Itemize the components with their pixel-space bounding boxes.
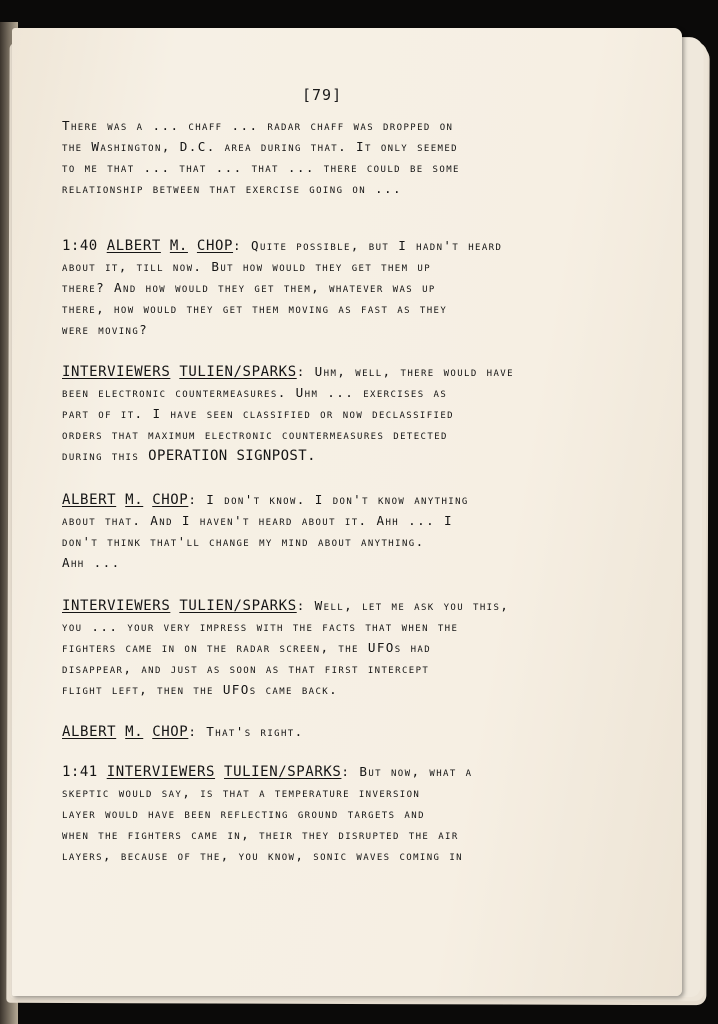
speech-text: during this bbox=[62, 448, 149, 463]
text-line: when the fighters came in, their they disrupted the air bbox=[62, 827, 459, 842]
speaker-line bbox=[62, 764, 472, 780]
speech-text: : Well, let me ask you this, bbox=[296, 598, 510, 613]
speaker-name: CHOP bbox=[152, 492, 189, 508]
speaker-name: TULIEN/SPARKS bbox=[224, 764, 342, 780]
text-line: part of it. I have seen classified or now declassified bbox=[62, 406, 454, 421]
speaker-name: M. bbox=[125, 492, 144, 508]
text-line: layer would have been reflecting ground targets and bbox=[62, 806, 425, 821]
speech-text: : That's right. bbox=[188, 724, 304, 739]
speaker-name: CHOP bbox=[196, 238, 234, 254]
operation-name: OPERATION SIGNPOST. bbox=[148, 448, 316, 464]
text-line: to me that ... that ... that ... there could be some bbox=[62, 160, 460, 175]
timestamp: 1:40 bbox=[62, 238, 98, 254]
text-line: there, how would they get them moving as fast as they bbox=[62, 301, 448, 316]
speaker-name: INTERVIEWERS bbox=[62, 364, 171, 380]
text-line: fighters came in on the radar screen, the UFOs had bbox=[62, 640, 432, 655]
text-line: There was a ... chaff ... radar chaff was dropped on bbox=[62, 118, 454, 133]
text-line: been electronic countermeasures. Uhm ... exercises as bbox=[62, 385, 448, 400]
speaker-name: ALBERT bbox=[106, 238, 161, 254]
text-line: Ahh ... bbox=[62, 555, 121, 570]
speaker-name: INTERVIEWERS bbox=[62, 598, 171, 614]
text-line: skeptic would say, is that a temperature inversion bbox=[62, 785, 421, 800]
text-line: layers, because of the, you know, sonic waves coming in bbox=[62, 848, 463, 863]
text-line: about it, till now. But how would they get them up bbox=[62, 259, 432, 274]
timestamp: 1:41 bbox=[62, 764, 98, 780]
speaker-name: ALBERT bbox=[62, 724, 117, 740]
speaker-name: CHOP bbox=[152, 724, 189, 740]
speech-text: : Uhm, well, there would have bbox=[296, 364, 514, 379]
speaker-line bbox=[62, 492, 469, 508]
text-line: don't think that'll change my mind about anything. bbox=[62, 534, 425, 549]
text-line: were moving? bbox=[62, 322, 149, 337]
speaker-name: INTERVIEWERS bbox=[106, 764, 216, 780]
speaker-line bbox=[62, 364, 514, 380]
page-number: [79] bbox=[302, 86, 343, 104]
speaker-line bbox=[62, 598, 509, 614]
text-line: you ... your very impress with the facts that when the bbox=[62, 619, 459, 634]
speaker-name: TULIEN/SPARKS bbox=[179, 364, 297, 380]
speech-text: : Quite possible, but I hadn't heard bbox=[233, 238, 503, 253]
speaker-line bbox=[62, 724, 304, 740]
text-line: disappear, and just as soon as that first intercept bbox=[62, 661, 430, 676]
speaker-name: ALBERT bbox=[62, 492, 117, 508]
document-page bbox=[12, 28, 682, 996]
text-line: relationship between that exercise going on ... bbox=[62, 181, 402, 196]
text-line: about that. And I haven't heard about it. Ahh ... I bbox=[62, 513, 454, 528]
speech-text: : I don't know. I don't know anything bbox=[188, 492, 469, 507]
speaker-name: TULIEN/SPARKS bbox=[179, 598, 297, 614]
text-line: flight left, then the UFOs came back. bbox=[62, 682, 339, 697]
speech-text: : But now, what a bbox=[341, 764, 473, 779]
text-line bbox=[62, 448, 316, 464]
text-line: the Washington, D.C. area during that. It only seemed bbox=[62, 139, 458, 154]
speaker-name: M. bbox=[125, 724, 144, 740]
text-line: orders that maximum electronic countermeasures detected bbox=[62, 427, 448, 442]
speaker-name: M. bbox=[169, 238, 188, 254]
speaker-line bbox=[62, 238, 502, 254]
text-line: there? And how would they get them, whatever was up bbox=[62, 280, 436, 295]
